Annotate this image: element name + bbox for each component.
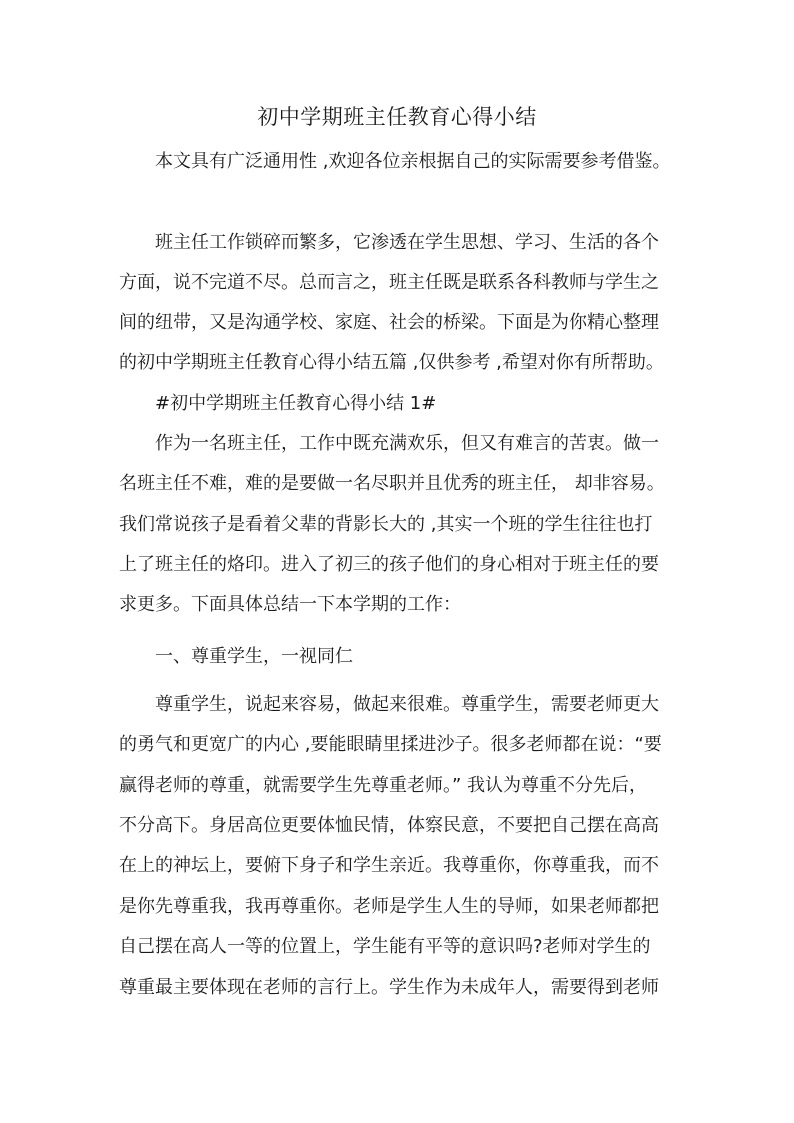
paragraph-line: 尊重最主要体现在老师的言行上。学生作为未成年人，需要得到老师 bbox=[119, 977, 659, 998]
document-subtitle: 本文具有广泛通用性 ,欢迎各位亲根据自己的实际需要参考借鉴。 bbox=[155, 151, 671, 172]
paragraph-line: 我们常说孩子是看着父辈的背影长大的 ,其实一个班的学生往往也打 bbox=[119, 514, 653, 535]
document-title: 初中学期班主任教育心得小结 bbox=[257, 105, 537, 129]
paragraph-line: 是你先尊重我，我再尊重你。老师是学生人生的导师，如果老师都把 bbox=[119, 896, 659, 917]
paragraph-line: 上了班主任的烙印。进入了初三的孩子他们的身心相对于班主任的要 bbox=[119, 554, 659, 575]
paragraph-line: 求更多。下面具体总结一下本学期的工作： bbox=[119, 594, 461, 615]
paragraph-line: 的初中学期班主任教育心得小结五篇 ,仅供参考 ,希望对你有所帮助。 bbox=[119, 352, 664, 373]
paragraph-line: 班主任工作锁碎而繁多，它渗透在学生思想、学习、生活的各个 bbox=[155, 232, 659, 253]
subsection-heading: 一、尊重学生，一视同仁 bbox=[155, 646, 353, 667]
paragraph-line: 方面，说不完道不尽。总而言之，班主任既是联系各科教师与学生之 bbox=[119, 272, 659, 293]
paragraph-line: 不分高下。身居高位更要体恤民情，体察民意，不要把自己摆在高高 bbox=[119, 815, 659, 836]
paragraph-line: 赢得老师的尊重，就需要学生先尊重老师。” 我认为尊重不分先后， bbox=[119, 775, 648, 796]
paragraph-line: 间的纽带，又是沟通学校、家庭、社会的桥梁。下面是为你精心整理 bbox=[119, 312, 659, 333]
paragraph-line: 在上的神坛上，要俯下身子和学生亲近。我尊重你，你尊重我，而不 bbox=[119, 855, 659, 876]
section-heading: #初中学期班主任教育心得小结 1# bbox=[155, 393, 437, 414]
paragraph-line: 作为一名班主任，工作中既充满欢乐，但又有难言的苦衷。做一 bbox=[155, 433, 659, 454]
paragraph-line: 自己摆在高人一等的位置上，学生能有平等的意识吗?老师对学生的 bbox=[119, 936, 651, 957]
paragraph-line: 的勇气和更宽广的内心 ,要能眼睛里揉进沙子。很多老师都在说：“要 bbox=[119, 734, 662, 755]
paragraph-line: 名班主任不难，难的是要做一名尽职并且优秀的班主任， 却非容易。 bbox=[119, 473, 665, 494]
paragraph-line: 尊重学生，说起来容易，做起来很难。尊重学生，需要老师更大 bbox=[155, 694, 659, 715]
